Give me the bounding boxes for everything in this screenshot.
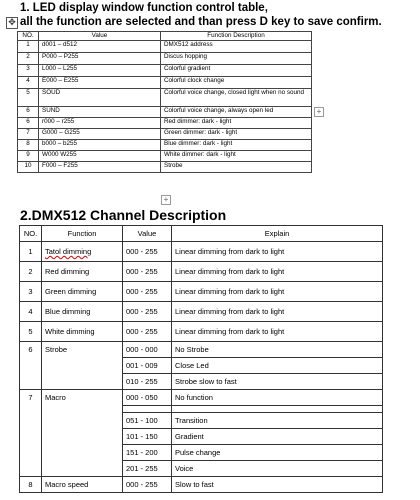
cell-value: 001 - 009 xyxy=(123,358,172,374)
cell-no: 2 xyxy=(18,53,39,65)
table-row xyxy=(18,77,312,89)
cell-explain: Pulse change xyxy=(172,445,383,461)
cell-function: Macro speed xyxy=(42,477,123,493)
cell-function: White dimming xyxy=(42,322,123,342)
cell-value: 010 - 255 xyxy=(123,374,172,390)
cell-description: DMX512 address xyxy=(161,41,312,53)
cell-value: 000 - 000 xyxy=(123,342,172,358)
table-row xyxy=(20,322,383,342)
cell-function: Macro xyxy=(42,390,123,477)
cell-explain: Transition xyxy=(172,413,383,429)
table-row xyxy=(18,65,312,77)
table-row xyxy=(18,162,312,173)
cell-explain: No function xyxy=(172,390,383,406)
table-row xyxy=(20,342,383,358)
table-row xyxy=(20,302,383,322)
cell-no: 7 xyxy=(20,390,42,477)
cell-value: 000 - 255 xyxy=(123,302,172,322)
dmx-channel-table xyxy=(19,225,383,493)
table-row xyxy=(18,129,312,140)
cell-description: Green dimmer: dark - light xyxy=(161,129,312,140)
cell-value: 151 - 200 xyxy=(123,445,172,461)
cell-function xyxy=(42,242,123,262)
cell-empty xyxy=(123,406,172,413)
cell-no: 6 xyxy=(20,342,42,390)
function-control-table xyxy=(17,31,312,173)
cell-value: G000 – G255 xyxy=(39,129,161,140)
cell-value: r000 – r255 xyxy=(39,118,161,129)
table-row xyxy=(20,282,383,302)
table-row xyxy=(18,41,312,53)
cell-function: Blue dimming xyxy=(42,302,123,322)
header-value: Value xyxy=(123,226,172,242)
cell-no: 3 xyxy=(20,282,42,302)
cell-value: W000 W255 xyxy=(39,151,161,162)
table-row xyxy=(18,151,312,162)
table-row xyxy=(18,107,312,118)
cell-description: Colorful voice change, always open led xyxy=(161,107,312,118)
cell-description: White dimmer: dark - light xyxy=(161,151,312,162)
cell-no: 5 xyxy=(20,322,42,342)
cell-no: 9 xyxy=(18,151,39,162)
header-no: NO. xyxy=(18,32,39,41)
cell-description: Red dimmer: dark - light xyxy=(161,118,312,129)
cell-value: 201 - 255 xyxy=(123,461,172,477)
cell-value: 000 - 255 xyxy=(123,282,172,302)
cell-no: 2 xyxy=(20,262,42,282)
cell-description: Blue dimmer: dark - light xyxy=(161,140,312,151)
cell-description: Colorful clock change xyxy=(161,77,312,89)
function-text: Tatol dimming xyxy=(45,247,92,256)
cell-value: P000 – P255 xyxy=(39,53,161,65)
cell-no: 3 xyxy=(18,65,39,77)
cell-description: Colorful voice change, closed light when no sound xyxy=(161,89,312,107)
table-row xyxy=(20,390,383,406)
cell-no: 1 xyxy=(20,242,42,262)
cell-explain: Gradient xyxy=(172,429,383,445)
cell-value: 000 - 050 xyxy=(123,390,172,406)
table-row xyxy=(20,477,383,493)
cell-no: 4 xyxy=(20,302,42,322)
cell-no: 6 xyxy=(18,107,39,118)
cell-no: 1 xyxy=(18,41,39,53)
cell-value: 000 - 255 xyxy=(123,322,172,342)
header-no: NO. xyxy=(20,226,42,242)
cell-value: L000 – L255 xyxy=(39,65,161,77)
cell-no: 8 xyxy=(20,477,42,493)
cell-value: SOUD xyxy=(39,89,161,107)
cell-description: Discus hopping xyxy=(161,53,312,65)
header-explain: Explain xyxy=(172,226,383,242)
cell-function: Green dimming xyxy=(42,282,123,302)
cell-value: d001 – d512 xyxy=(39,41,161,53)
cell-value: E000 – E255 xyxy=(39,77,161,89)
add-row-icon[interactable]: + xyxy=(161,195,171,205)
header-value: Value xyxy=(39,32,161,41)
cell-function: Strobe xyxy=(42,342,123,390)
cell-value: 000 - 255 xyxy=(123,262,172,282)
table-row xyxy=(18,118,312,129)
cell-explain: No Strobe xyxy=(172,342,383,358)
table-row xyxy=(18,140,312,151)
table-header-row xyxy=(20,226,383,242)
cell-function: Red dimming xyxy=(42,262,123,282)
table-move-handle-icon[interactable]: ✥ xyxy=(6,17,18,29)
cell-explain: Linear dimming from dark to light xyxy=(172,322,383,342)
table-header-row xyxy=(18,32,312,41)
section-title: 2.DMX512 Channel Description xyxy=(20,207,227,223)
cell-value: 000 - 255 xyxy=(123,477,172,493)
cell-value: 101 - 150 xyxy=(123,429,172,445)
intro-line-1: 1. LED display window function control table, xyxy=(20,2,268,14)
cell-no: 4 xyxy=(18,77,39,89)
header-function-description: Function Description xyxy=(161,32,312,41)
cell-description: Strobe xyxy=(161,162,312,173)
cell-explain: Voice xyxy=(172,461,383,477)
intro-line-2: all the function are selected and than press D key to save confirm. xyxy=(20,16,382,28)
cell-no: 5 xyxy=(18,89,39,107)
table-row xyxy=(20,242,383,262)
table-row xyxy=(18,89,312,107)
cell-empty xyxy=(172,406,383,413)
cell-explain: Linear dimming from dark to light xyxy=(172,302,383,322)
cell-explain: Linear dimming from dark to light xyxy=(172,242,383,262)
table-row xyxy=(18,53,312,65)
cell-explain: Slow to fast xyxy=(172,477,383,493)
cell-description: Colorful gradient xyxy=(161,65,312,77)
cell-no: 6 xyxy=(18,118,39,129)
cell-explain: Strobe slow to fast xyxy=(172,374,383,390)
cell-value: 000 - 255 xyxy=(123,242,172,262)
cell-no: 7 xyxy=(18,129,39,140)
header-function: Function xyxy=(42,226,123,242)
table-row xyxy=(20,262,383,282)
cell-explain: Linear dimming from dark to light xyxy=(172,262,383,282)
cell-explain: Close Led xyxy=(172,358,383,374)
add-column-icon[interactable]: + xyxy=(314,107,324,117)
cell-value: 051 - 100 xyxy=(123,413,172,429)
cell-explain: Linear dimming from dark to light xyxy=(172,282,383,302)
cell-value: b000 – b255 xyxy=(39,140,161,151)
cell-no: 8 xyxy=(18,140,39,151)
cell-no: 10 xyxy=(18,162,39,173)
cell-value: SUND xyxy=(39,107,161,118)
cell-value: F000 – F255 xyxy=(39,162,161,173)
